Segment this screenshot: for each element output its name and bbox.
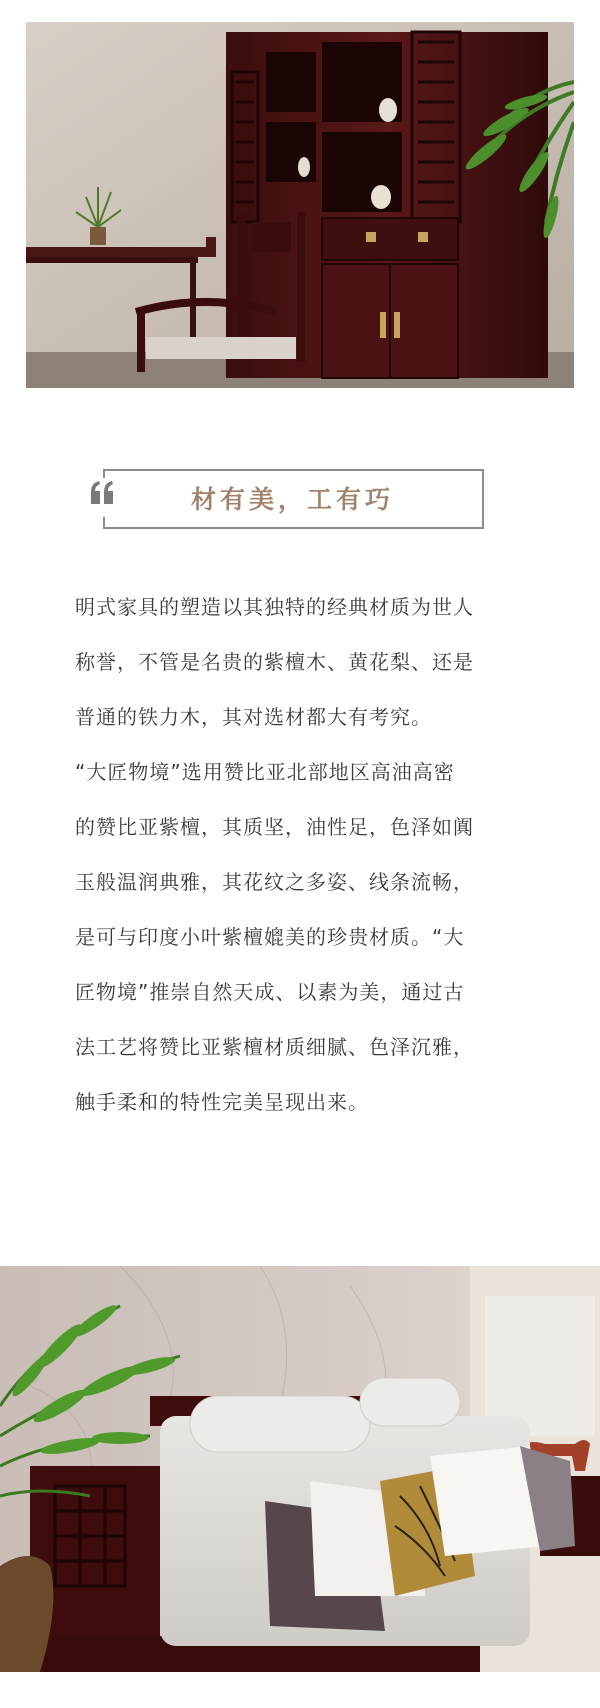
paragraph-line: 的赞比亚紫檀，其质坚，油性足，色泽如阗	[75, 815, 474, 839]
paragraph-line: 普通的铁力木，其对选材都大有考究。	[75, 705, 432, 729]
heading-frame	[103, 469, 484, 529]
body-paragraph	[75, 580, 527, 1130]
top-furniture-photo	[26, 22, 574, 388]
section-title: 材有美，工有巧	[190, 485, 394, 514]
paragraph-line: 明式家具的塑造以其独特的经典材质为世人	[75, 595, 474, 619]
paragraph-line: 法工艺将赞比亚紫檀材质细腻、色泽沉雅，	[75, 1035, 474, 1059]
paragraph-line: 触手柔和的特性完美呈现出来。	[75, 1090, 369, 1114]
paragraph-line: 是可与印度小叶紫檀媲美的珍贵材质。“大	[75, 925, 465, 949]
quote-icon	[88, 478, 116, 508]
bottom-furniture-photo	[0, 1266, 600, 1672]
paragraph-line: 匠物境”推崇自然天成、以素为美，通过古	[75, 980, 465, 1004]
paragraph-line: “大匠物境”选用赞比亚北部地区高油高密	[75, 760, 455, 784]
paragraph-line: 玉般温润典雅，其花纹之多姿、线条流畅，	[75, 870, 474, 894]
paragraph-line: 称誉，不管是名贵的紫檀木、黄花梨、还是	[75, 650, 474, 674]
